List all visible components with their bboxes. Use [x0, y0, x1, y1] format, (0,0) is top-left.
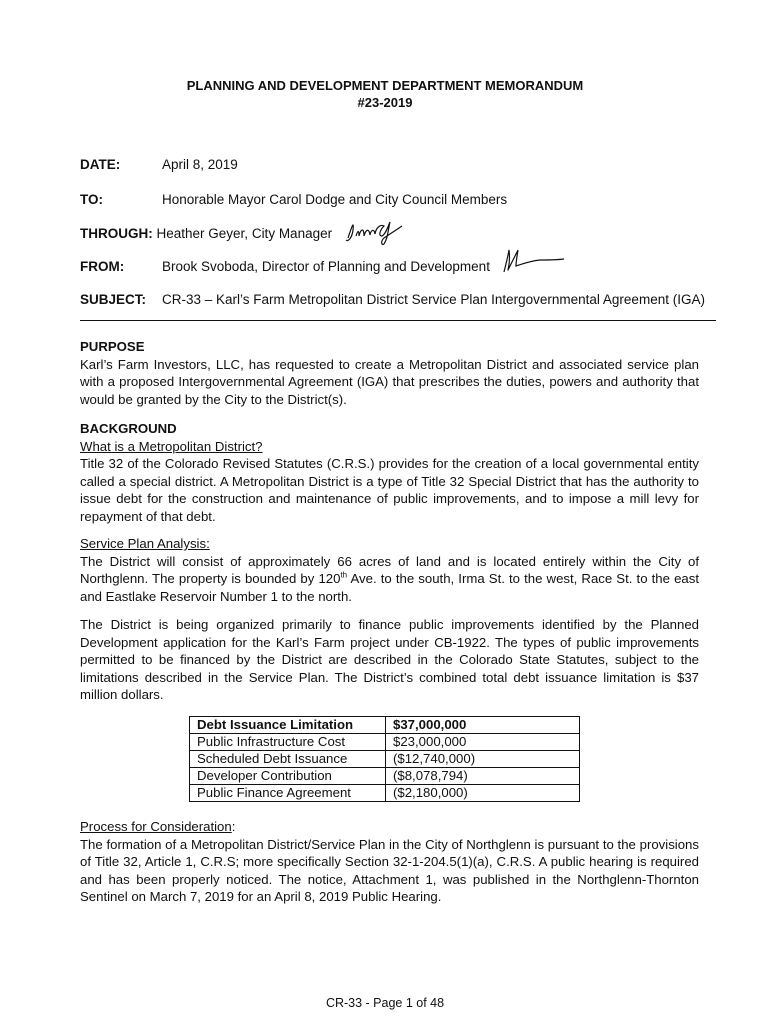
- table-cell-label: Public Infrastructure Cost: [190, 734, 386, 751]
- page-footer: CR-33 - Page 1 of 48: [325, 996, 445, 1010]
- debt-issuance-table: [189, 716, 580, 802]
- background-section: [80, 420, 699, 525]
- background-heading: BACKGROUND: [80, 421, 177, 436]
- from-value: Brook Svoboda, Director of Planning and Development: [162, 259, 490, 274]
- table-cell-value: ($12,740,000): [386, 751, 580, 768]
- city-manager-signature: [344, 216, 406, 246]
- table-cell-value: ($8,078,794): [386, 768, 580, 785]
- table-row: [190, 734, 580, 751]
- from-row: [80, 259, 490, 274]
- through-row: [80, 226, 332, 241]
- service-plan-text-part2: Ave. to the south, Irma St. to the west, Race St. to the east and Eastlake Reservoir Number 1 to the north.: [80, 571, 699, 604]
- director-signature: [500, 246, 566, 274]
- service-plan-text: [80, 553, 699, 606]
- table-row: [190, 785, 580, 802]
- header-divider: [80, 320, 716, 321]
- process-subheading-line: [80, 818, 699, 836]
- date-label: DATE:: [80, 157, 121, 172]
- subject-row: [80, 292, 705, 307]
- service-plan-section: [80, 535, 699, 605]
- process-text: The formation of a Metropolitan District/Service Plan in the City of Northglenn is pursuant to the provisions of Title 32, Article 1, C.R.S; more specifically Section 32-1-204.5(1)(a), C.R.S. A public hearing is required and has been properly noticed. The notice, Attachment 1, was published in the Northglenn-Thornton Sentinel on March 7, 2019 for an April 8, 2019 Public Hearing.: [80, 836, 699, 904]
- metro-district-text: Title 32 of the Colorado Revised Statutes (C.R.S.) provides for the creation of a local governmental entity called a special district. A Metropolitan District is a type of Title 32 Special District that has the authority to issue debt for the construction and maintenance of public improvements, and to impose a mill levy for repayment of that debt.: [80, 456, 699, 524]
- from-label: FROM:: [80, 259, 125, 274]
- memo-number: #23-2019: [357, 95, 413, 110]
- table-cell-value: $37,000,000: [386, 717, 580, 734]
- date-value: April 8, 2019: [162, 157, 238, 172]
- table-cell-label: Developer Contribution: [190, 768, 386, 785]
- table-row: [190, 751, 580, 768]
- date-row: [80, 157, 238, 172]
- organization-section: [80, 616, 699, 704]
- ordinal-suffix: th: [340, 570, 348, 580]
- memo-title: PLANNING AND DEVELOPMENT DEPARTMENT MEMORANDUM: [186, 78, 584, 93]
- process-colon: :: [231, 819, 236, 834]
- table-cell-label: Scheduled Debt Issuance: [190, 751, 386, 768]
- subject-label: SUBJECT:: [80, 292, 147, 307]
- purpose-text: Karl’s Farm Investors, LLC, has requested to create a Metropolitan District and associated service plan with a proposed Intergovernmental Agreement (IGA) that prescribes the duties, powers and authority that would be granted by the City to the District(s).: [80, 356, 699, 407]
- table-cell-value: ($2,180,000): [386, 785, 580, 802]
- service-plan-text-part1: The District will consist of approximately 66 acres of land and is located entirely within the City of Northglenn. The property is bounded by 120: [80, 553, 699, 586]
- metro-district-subheading: What is a Metropolitan District?: [80, 438, 263, 454]
- to-value: Honorable Mayor Carol Dodge and City Council Members: [162, 192, 508, 207]
- process-section: [80, 818, 699, 906]
- table-cell-value: $23,000,000: [386, 734, 580, 751]
- subject-value: CR-33 – Karl’s Farm Metropolitan District Service Plan Intergovernmental Agreement (IGA): [162, 292, 705, 307]
- purpose-heading: PURPOSE: [80, 339, 145, 354]
- to-label: TO:: [80, 192, 103, 207]
- table-row: [190, 768, 580, 785]
- organization-text: The District is being organized primarily to finance public improvements identified by the Planned Development application for the Karl’s Farm project under CB-1922. The types of public improvements permitted to be financed by the District are described in the Colorado State Statutes, subject to the limitations described in the Service Plan. The District’s combined total debt issuance limitation is $37 million dollars.: [80, 617, 699, 702]
- process-subheading: Process for Consideration: [80, 819, 232, 834]
- through-value: Heather Geyer, City Manager: [156, 226, 333, 241]
- through-label: THROUGH:: [80, 226, 153, 241]
- table-cell-label: Public Finance Agreement: [190, 785, 386, 802]
- purpose-section: [80, 338, 699, 408]
- service-plan-subheading: Service Plan Analysis:: [80, 536, 210, 551]
- to-row: [80, 192, 508, 207]
- table-row: [190, 717, 580, 734]
- table-cell-label: Debt Issuance Limitation: [190, 717, 386, 734]
